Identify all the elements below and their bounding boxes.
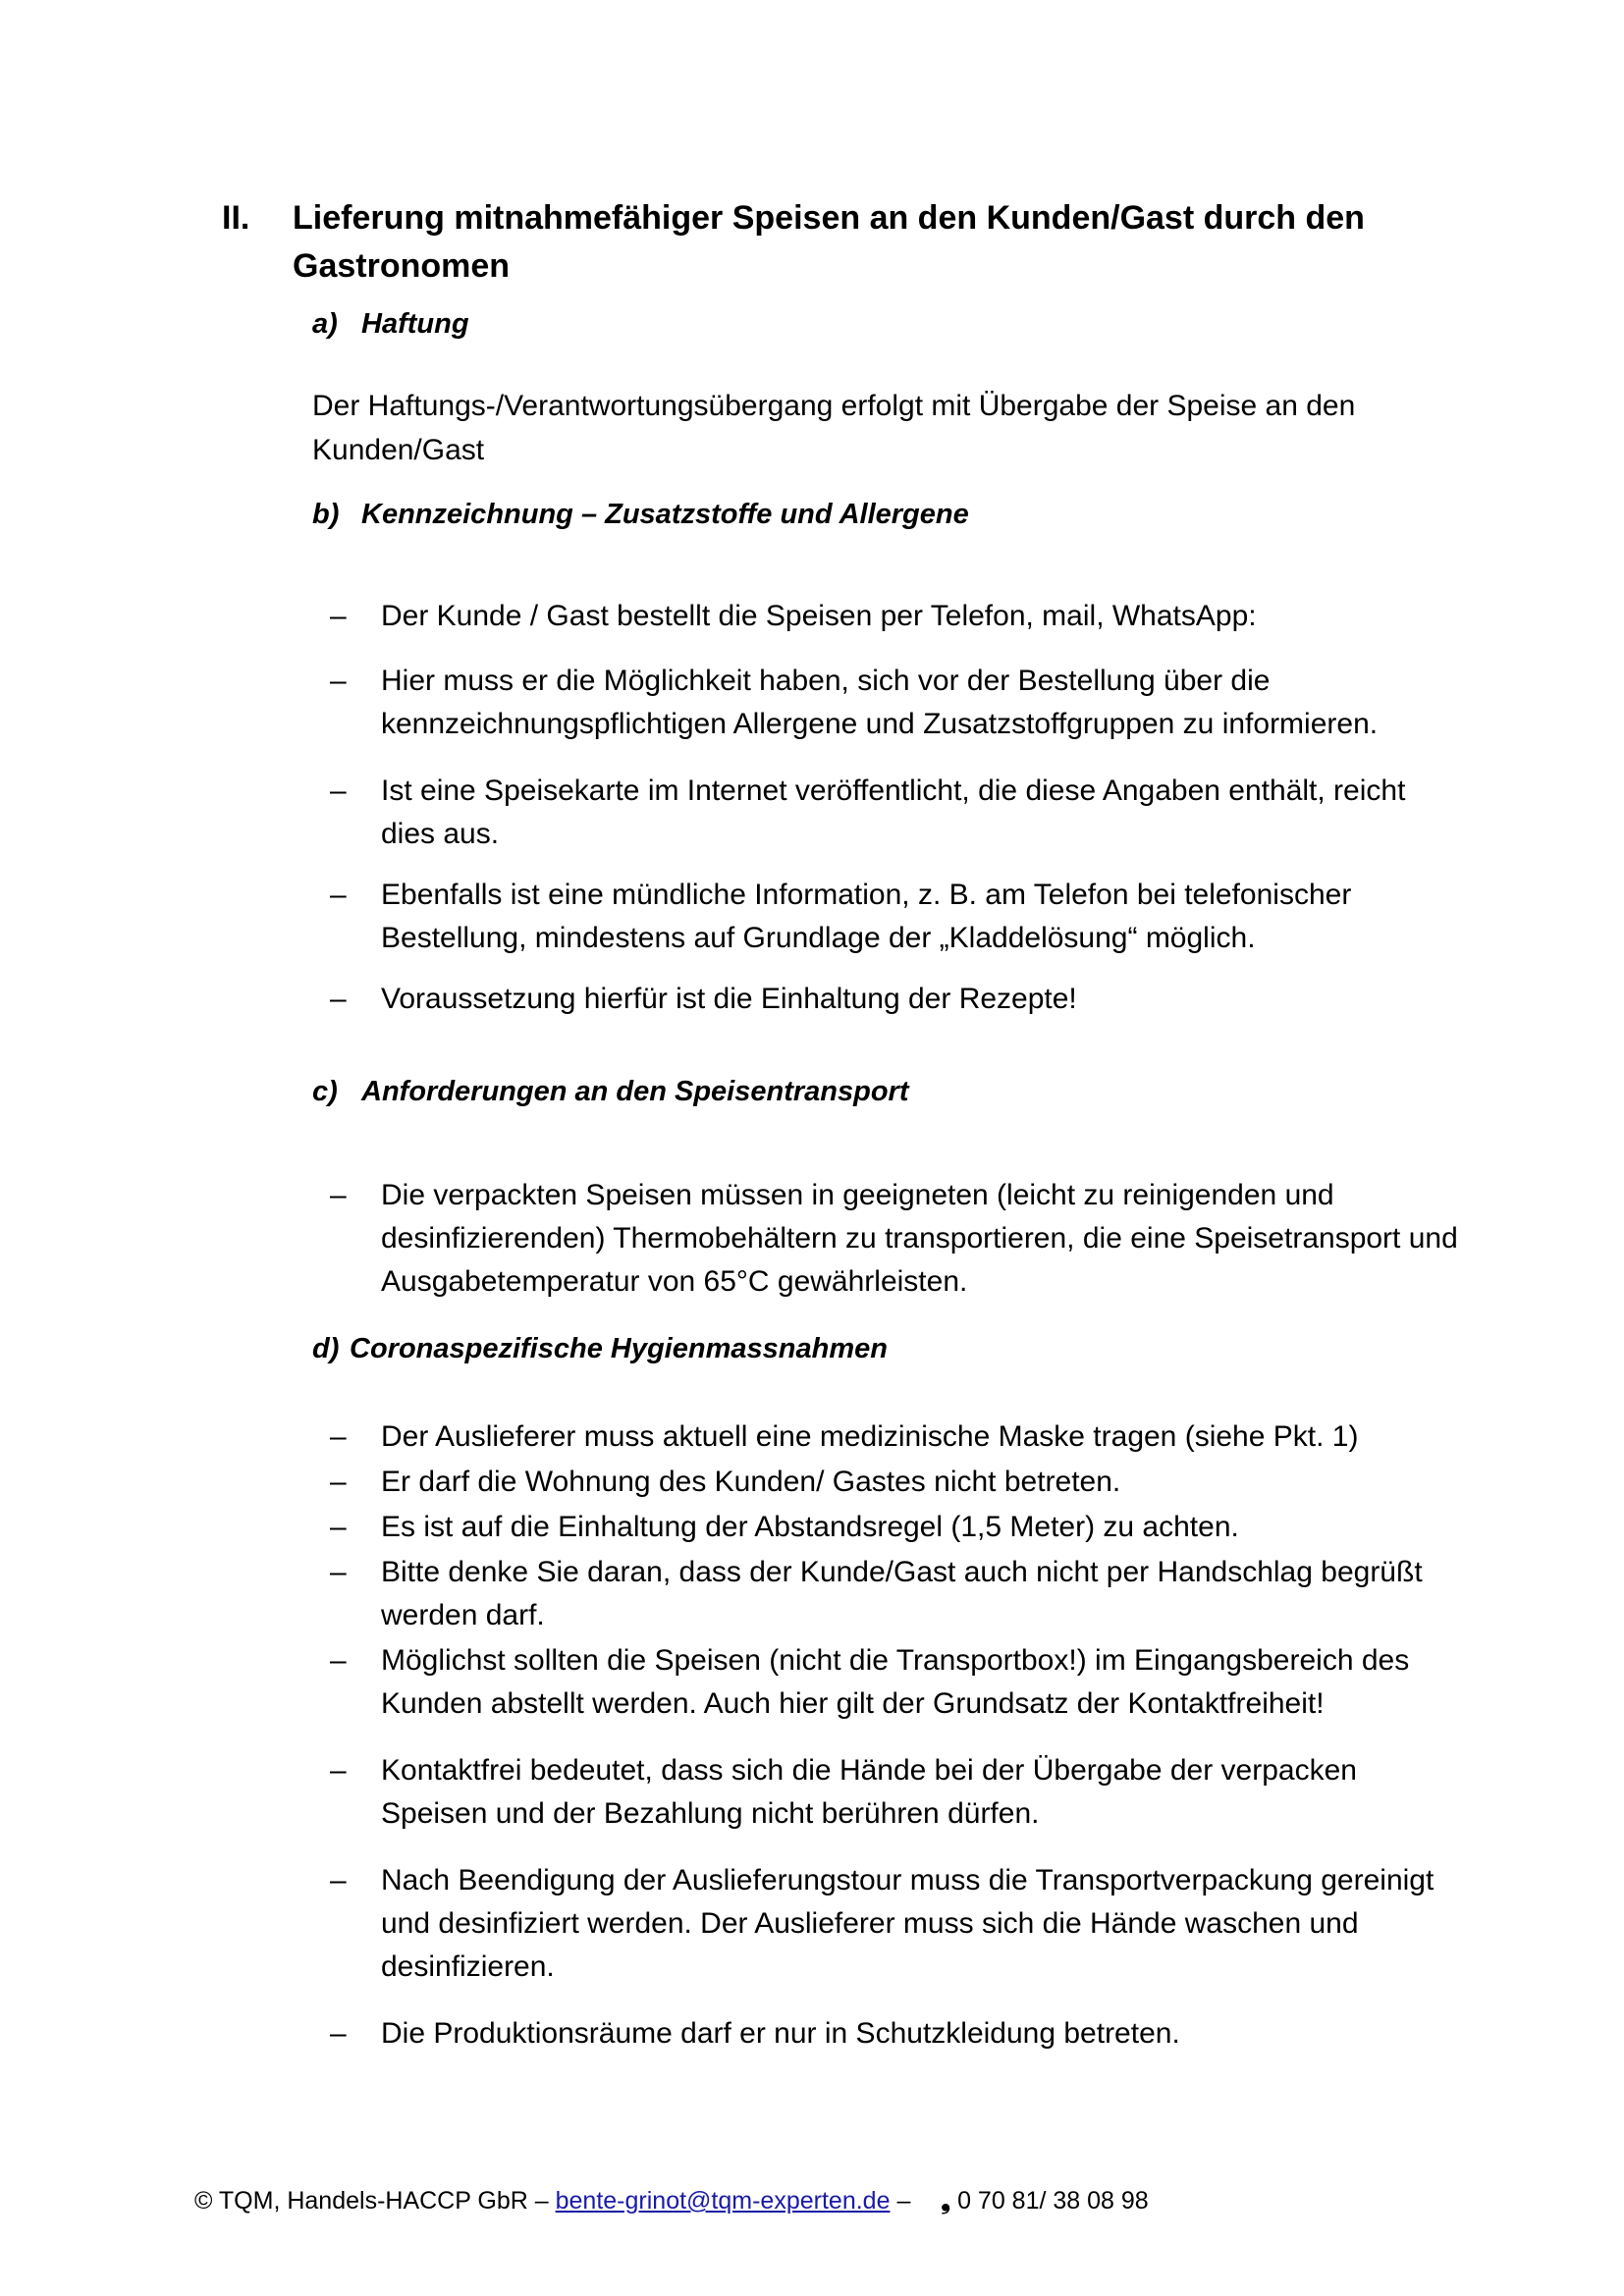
section-b-heading — [312, 497, 969, 532]
list-item: – Der Auslieferer muss aktuell eine medizinische Maske tragen (siehe Pkt. 1) — [330, 1420, 1359, 1453]
section-a-paragraph: Der Haftungs-/Verantwortungsübergang erfolgt mit Übergabe der Speise an den Kunden/Gast — [312, 390, 1356, 466]
section-a-letter: a) — [312, 308, 338, 340]
phone-icon: ❟ — [941, 2187, 951, 2215]
section-c-letter: c) — [312, 1076, 338, 1107]
list-item: – Der Kunde / Gast bestellt die Speisen per Telefon, mail, WhatsApp: — [330, 600, 1257, 632]
section-d-title: Coronaspezifische Hygienmassnahmen — [350, 1333, 888, 1364]
heading-text: Lieferung mitnahmefähiger Speisen an den Kunden/Gast durch den Gastronomen — [293, 199, 1365, 285]
section-b-letter: b) — [312, 499, 340, 530]
list-item: – Er darf die Wohnung des Kunden/ Gastes nicht betreten. — [330, 1466, 1121, 1498]
list-item: – Hier muss er die Möglichkeit haben, sich vor der Bestellung über die kennzeichnungspflichtigen Allergene und Zusatzstoffgruppen zu informieren. — [330, 665, 1379, 740]
list-item: – Bitte denke Sie daran, dass der Kunde/Gast auch nicht per Handschlag begrüßt werden darf. — [330, 1556, 1423, 1631]
list-item: – Es ist auf die Einhaltung der Abstandsregel (1,5 Meter) zu achten. — [330, 1511, 1239, 1543]
footer-copyright: © TQM, Handels-HACCP GbR – — [194, 2187, 549, 2215]
footer-email-link[interactable]: bente-grinot@tqm-experten.de — [555, 2187, 891, 2215]
section-a-title: Haftung — [361, 308, 469, 340]
list-item: – Möglichst sollten die Speisen (nicht die Transportbox!) im Eingangsbereich des Kunden abstellt werden. Auch hier gilt der Grundsatz der Kontaktfreiheit! — [330, 1644, 1410, 1720]
list-item: – Die Produktionsräume darf er nur in Schutzkleidung betreten. — [330, 2017, 1180, 2050]
list-item: – Nach Beendigung der Auslieferungstour muss die Transportverpackung gereinigt und desinfiziert werden. Der Auslieferer muss sich die Hände waschen und desinfizieren. — [330, 1864, 1435, 1983]
list-item: – Ist eine Speisekarte im Internet veröffentlicht, die diese Angaben enthält, reicht dies aus. — [330, 774, 1406, 850]
section-d-letter: d) — [312, 1333, 340, 1364]
footer-separator: – — [896, 2187, 911, 2215]
section-a-heading — [312, 306, 469, 342]
list-item: – Die verpackten Speisen müssen in geeigneten (leicht zu reinigenden und desinfizierenden) Thermobehältern zu transportieren, die eine Speisetransport und Ausgabetemperatur von 65°C gewährleisten. — [330, 1179, 1458, 1298]
section-b-title: Kennzeichnung – Zusatzstoffe und Allergene — [361, 499, 969, 530]
heading-number: II. — [222, 199, 250, 237]
section-c-heading — [312, 1074, 909, 1109]
section-d-heading — [312, 1331, 888, 1366]
list-item: – Voraussetzung hierfür ist die Einhaltung der Rezepte! — [330, 983, 1077, 1015]
footer-phone: 0 70 81/ 38 08 98 — [957, 2187, 1149, 2215]
section-c-title: Anforderungen an den Speisentransport — [361, 1076, 909, 1107]
list-item: – Ebenfalls ist eine mündliche Information, z. B. am Telefon bei telefonischer Bestellung, mindestens auf Grundlage der „Kladdelösung“ möglich. — [330, 879, 1352, 954]
page-footer — [194, 2185, 1149, 2216]
list-item: – Kontaktfrei bedeutet, dass sich die Hände bei der Übergabe der verpacken Speisen und der Bezahlung nicht berühren dürfen. — [330, 1754, 1357, 1830]
